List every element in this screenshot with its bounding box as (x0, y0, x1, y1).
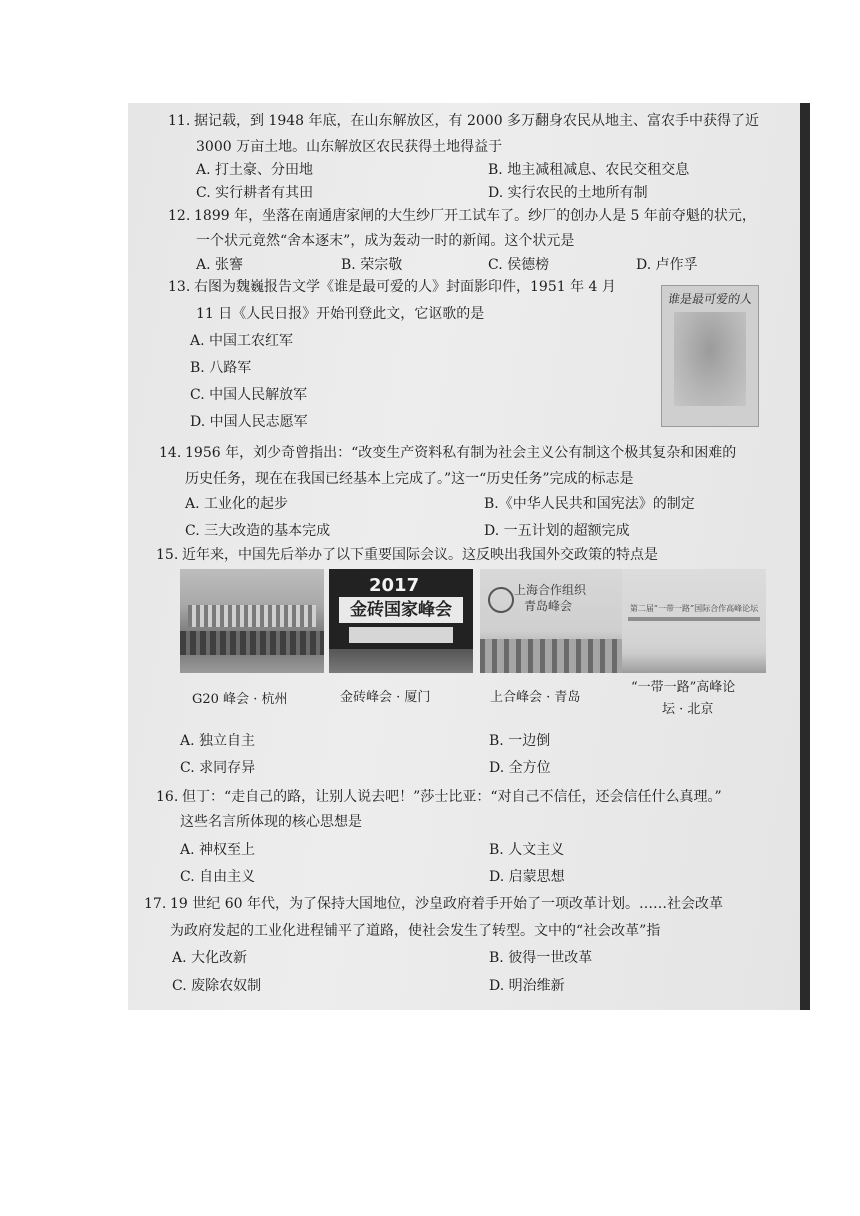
q11-number: 11. (168, 113, 191, 129)
exam-page (128, 103, 810, 1010)
q13-number: 13. (168, 279, 191, 295)
q15-line1 (156, 546, 658, 564)
brics-subtitle-band (349, 627, 453, 643)
q13-option-d: D. 中国人民志愿军 (190, 414, 308, 430)
q15-option-d: D. 全方位 (489, 760, 551, 776)
q17-option-c: C. 废除农奴制 (172, 978, 262, 994)
belt-road-title: 第二届“一带一路”国际合作高峰论坛 (629, 604, 759, 613)
q11-option-d: D. 实行农民的土地所有制 (488, 185, 648, 201)
q13-line1 (168, 278, 616, 296)
q11-line1 (168, 112, 759, 130)
g20-summit-photo (180, 569, 324, 673)
q16-option-a: A. 神权至上 (180, 842, 256, 858)
q11-option-c: C. 实行耕者有其田 (196, 185, 314, 201)
belt-road-strip (628, 617, 760, 621)
brics-summit-photo (329, 569, 473, 673)
q14-option-d: D. 一五计划的超额完成 (484, 523, 630, 539)
q12-option-d: D. 卢作孚 (636, 257, 698, 273)
q12-text: 1899 年，坐落在南通唐家闸的大生纱厂开工试车了。纱厂的创办人是 5 年前夺魁的状元， (194, 208, 756, 224)
q12-number: 12. (168, 208, 191, 224)
q17-number: 17. (144, 896, 167, 912)
leaders-group (180, 631, 324, 655)
q17-text: 19 世纪 60 年代，为了保持大国地位，沙皇政府着手开始了一项改革计划。……社会改革 (170, 896, 723, 912)
q14-number: 14. (159, 445, 182, 461)
sco-title-1: 上海合作组织 (514, 583, 587, 597)
sco-title-2: 青岛峰会 (524, 599, 573, 613)
book-cover-art (674, 312, 746, 406)
sco-summit-photo (480, 569, 624, 673)
q12-line1 (168, 207, 756, 225)
sco-skyline (480, 639, 624, 673)
q11-line2: 3000 万亩土地。山东解放区农民获得土地得益于 (196, 139, 503, 155)
q14-text: 1956 年，刘少奇曾指出：“改变生产资料私有制为社会主义公有制这个极其复杂和困难的 (185, 445, 737, 461)
q17-line1 (144, 895, 723, 913)
q11-text: 据记载，到 1948 年底，在山东解放区，有 2000 多万翻身农民从地主、富农手中获得了近 (194, 113, 760, 129)
q12-option-c: C. 侯德榜 (488, 257, 550, 273)
q11-option-a: A. 打土豪、分田地 (196, 162, 314, 178)
flags-row (188, 605, 316, 627)
q15-option-c: C. 求同存异 (180, 760, 256, 776)
q13-line2: 11 日《人民日报》开始刊登此文，它讴歌的是 (196, 306, 485, 322)
brics-title: 金砖国家峰会 (339, 597, 463, 623)
q15-option-a: A. 独立自主 (180, 733, 256, 749)
q17-line2: 为政府发起的工业化进程铺平了道路，使社会发生了转型。文中的“社会改革”指 (170, 923, 661, 939)
q16-line2: 这些名言所体现的核心思想是 (180, 814, 362, 830)
brics-stage (329, 649, 473, 673)
book-cover-title: 谁是最可爱的人 (667, 292, 753, 306)
q15-number: 15. (156, 547, 179, 563)
q16-text: 但丁：“走自己的路，让别人说去吧！”莎士比亚：“对自己不信任，还会信任什么真理。” (182, 789, 722, 805)
q14-option-c: C. 三大改造的基本完成 (185, 523, 331, 539)
q14-line2: 历史任务，现在在我国已经基本上完成了。”这一“历史任务”完成的标志是 (185, 471, 634, 487)
sco-logo-icon (488, 587, 514, 613)
q14-option-b: B.《中华人民共和国宪法》的制定 (484, 496, 695, 512)
brics-year: 2017 (369, 575, 420, 596)
q16-option-b: B. 人文主义 (489, 842, 565, 858)
q13-option-c: C. 中国人民解放军 (190, 387, 308, 403)
q14-option-a: A. 工业化的起步 (185, 496, 289, 512)
q13-text: 右图为魏巍报告文学《谁是最可爱的人》封面影印件，1951 年 4 月 (194, 279, 616, 295)
q15-text: 近年来，中国先后举办了以下重要国际会议。这反映出我国外交政策的特点是 (182, 547, 658, 563)
q12-option-a: A. 张謇 (196, 257, 244, 273)
q12-line2: 一个状元竟然“舍本逐末”，成为轰动一时的新闻。这个状元是 (196, 233, 575, 249)
q17-option-a: A. 大化改新 (172, 950, 248, 966)
belt-road-forum-photo (622, 569, 766, 673)
book-cover-image (661, 285, 759, 427)
q16-number: 16. (156, 789, 179, 805)
q11-option-b: B. 地主减租减息、农民交租交息 (488, 162, 690, 178)
caption-g20: G20 峰会 · 杭州 (192, 692, 288, 707)
q16-line1 (156, 788, 722, 806)
caption-belt-road-1: “一带一路”高峰论 (631, 680, 736, 695)
q16-option-d: D. 启蒙思想 (489, 869, 565, 885)
q15-option-b: B. 一边倒 (489, 733, 551, 749)
q14-line1 (159, 444, 736, 462)
caption-brics: 金砖峰会 · 厦门 (340, 690, 431, 705)
caption-sco: 上合峰会 · 青岛 (490, 690, 581, 705)
caption-belt-road-2: 坛 · 北京 (662, 702, 714, 717)
q12-option-b: B. 荣宗敬 (341, 257, 403, 273)
q13-option-a: A. 中国工农红军 (190, 333, 294, 349)
q13-option-b: B. 八路军 (190, 360, 252, 376)
q17-option-d: D. 明治维新 (489, 978, 565, 994)
q16-option-c: C. 自由主义 (180, 869, 256, 885)
q17-option-b: B. 彼得一世改革 (489, 950, 593, 966)
belt-road-landscape (622, 655, 766, 673)
